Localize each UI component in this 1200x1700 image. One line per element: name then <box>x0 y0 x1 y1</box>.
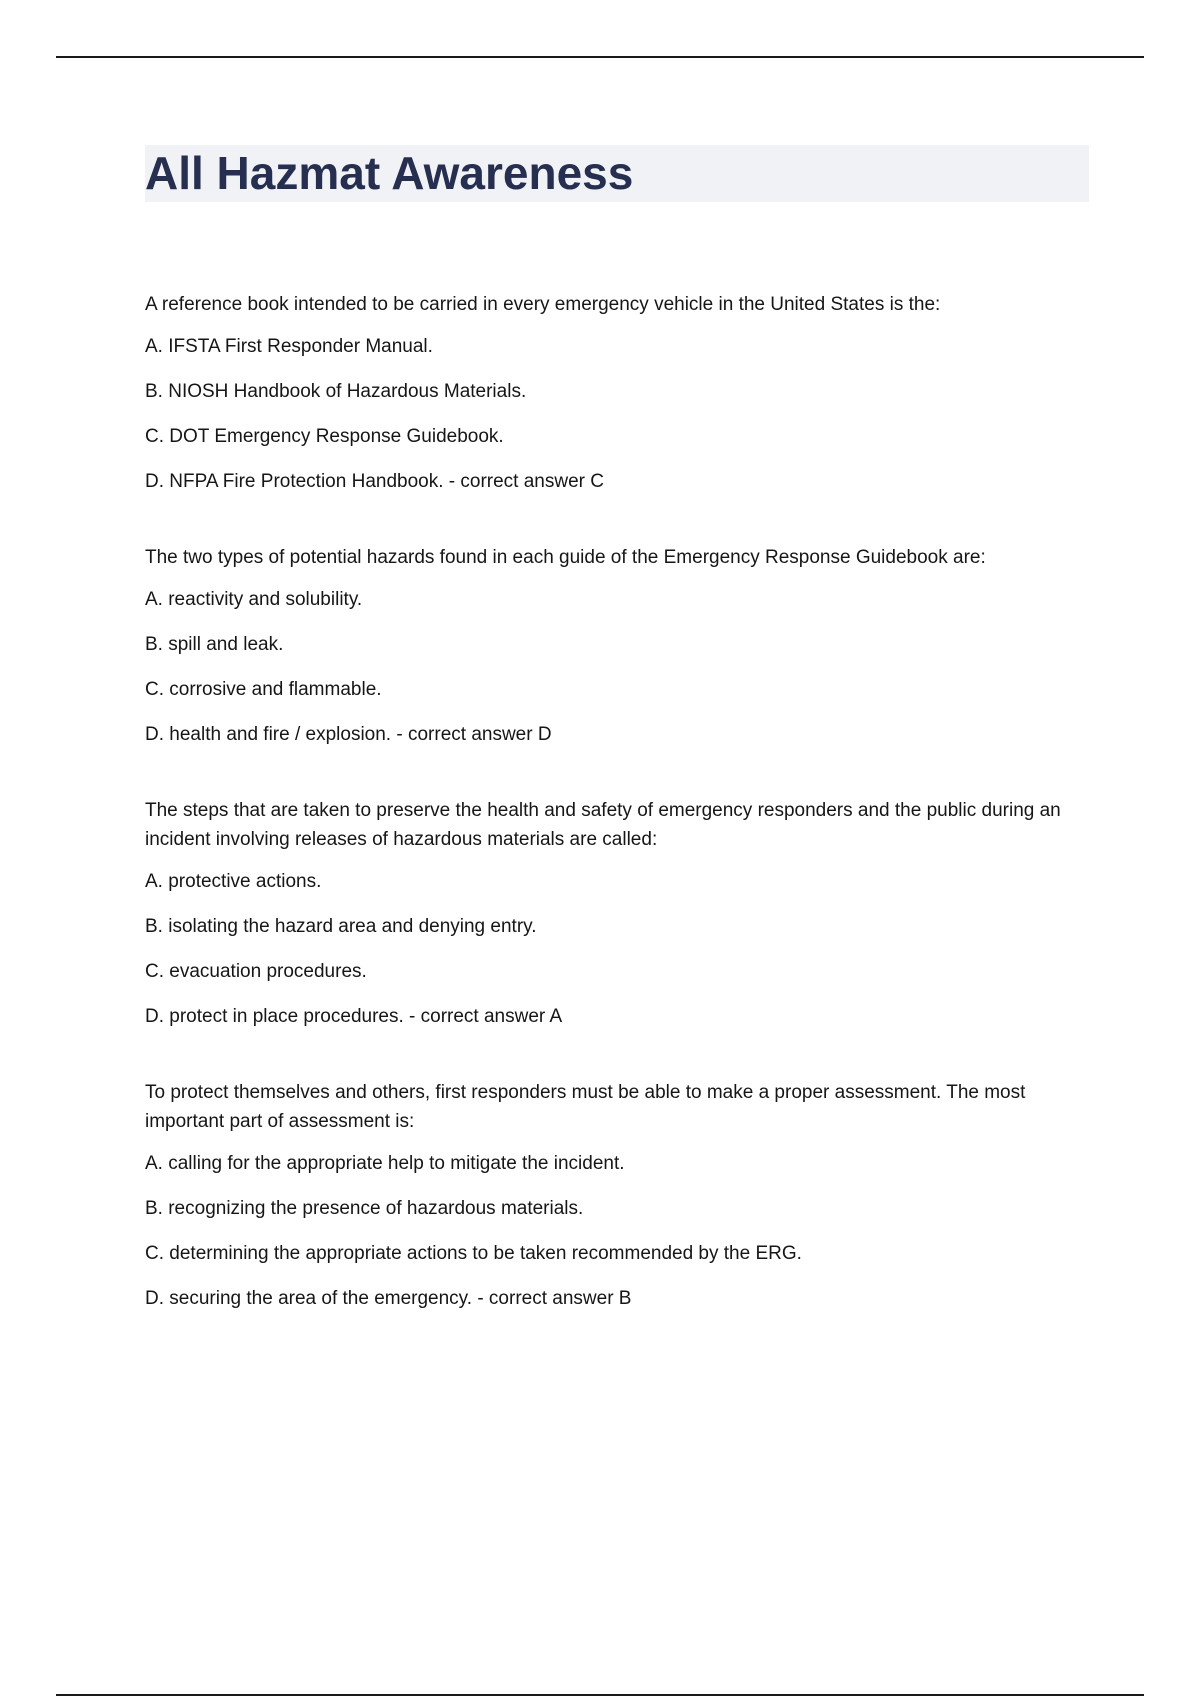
answer-option-a: A. calling for the appropriate help to mitigate the incident. <box>145 1153 625 1174</box>
answer-option-b: B. NIOSH Handbook of Hazardous Materials. <box>145 381 527 402</box>
answer-option-d: D. health and fire / explosion. - correct answer D <box>145 724 552 745</box>
answer-option-a: A. reactivity and solubility. <box>145 589 363 610</box>
footer-rule <box>56 1694 1144 1696</box>
answer-option-d: D. NFPA Fire Protection Handbook. - correct answer C <box>145 471 604 492</box>
question-block <box>145 796 1095 1031</box>
answer-option-c: C. corrosive and flammable. <box>145 679 382 700</box>
answer-option-b: B. isolating the hazard area and denying entry. <box>145 916 537 937</box>
answer-option-d: D. protect in place procedures. - correct answer A <box>145 1006 563 1027</box>
question-block <box>145 290 1095 496</box>
question-block <box>145 543 1095 749</box>
question-block <box>145 1078 1095 1313</box>
answer-option-b: B. recognizing the presence of hazardous materials. <box>145 1198 584 1219</box>
answer-option-c: C. evacuation procedures. <box>145 961 367 982</box>
question-text: To protect themselves and others, first responders must be able to make a proper assessment. The most important part of assessment is: <box>145 1082 1026 1132</box>
question-text: The two types of potential hazards found in each guide of the Emergency Response Guidebook are: <box>145 547 986 568</box>
answer-option-c: C. determining the appropriate actions to be taken recommended by the ERG. <box>145 1243 802 1264</box>
answer-option-a: A. protective actions. <box>145 871 322 892</box>
question-text: The steps that are taken to preserve the health and safety of emergency responders and the public during an incident involving releases of hazardous materials are called: <box>145 800 1061 850</box>
header-rule <box>56 56 1144 58</box>
answer-option-b: B. spill and leak. <box>145 634 284 655</box>
question-list <box>145 290 1095 1313</box>
answer-option-c: C. DOT Emergency Response Guidebook. <box>145 426 504 447</box>
answer-option-a: A. IFSTA First Responder Manual. <box>145 336 433 357</box>
document-title: All Hazmat Awareness <box>145 147 634 199</box>
answer-option-d: D. securing the area of the emergency. - correct answer B <box>145 1288 632 1309</box>
question-text: A reference book intended to be carried in every emergency vehicle in the United States is the: <box>145 294 941 315</box>
